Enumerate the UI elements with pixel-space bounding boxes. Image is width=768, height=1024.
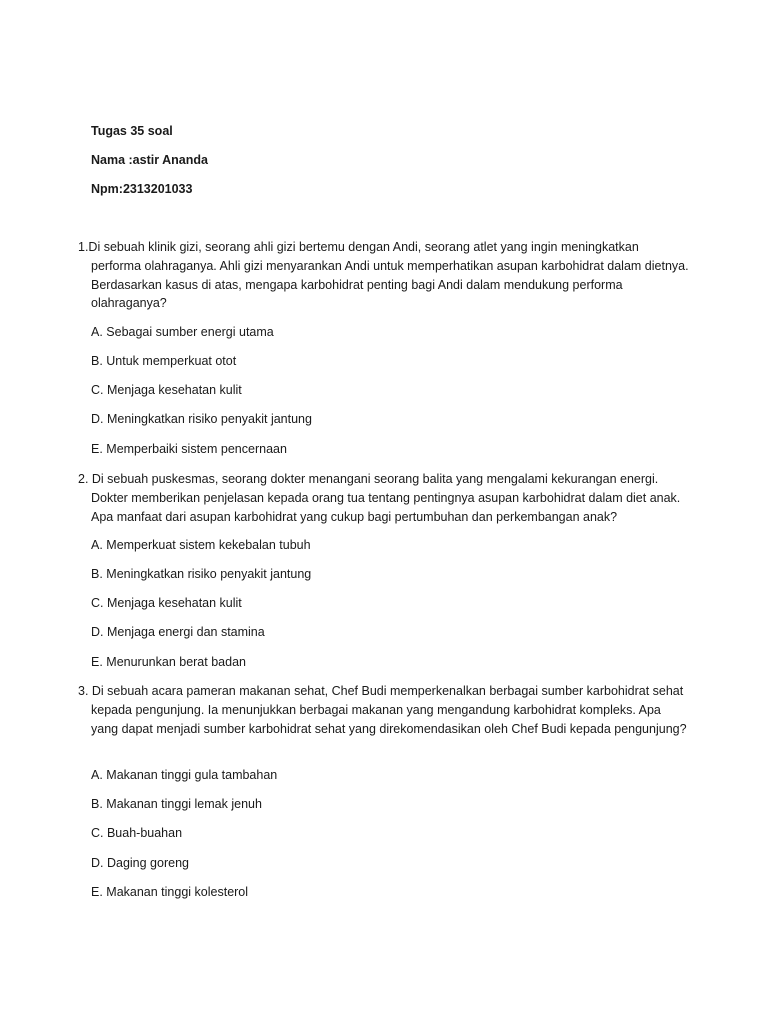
question-3-option-e: E. Makanan tinggi kolesterol [91,885,249,899]
question-2-option-c: C. Menjaga kesehatan kulit [91,596,242,610]
question-1-text: 1.Di sebuah klinik gizi, seorang ahli gizi bertemu dengan Andi, seorang atlet yang ingin meningkatkan performa olahraganya. Ahli gizi menyarankan Andi untuk memperhatikan asupan karbohidrat dalam dietnya. Berdasarkan kasus di atas, mengapa karbohidrat penting bagi Andi dalam mendukung performa olahraganya? [78,240,689,311]
question-3-text: 3. Di sebuah acara pameran makanan sehat, Chef Budi memperkenalkan berbagai sumber karbohidrat sehat kepada pengunjung. Ia menunjukkan berbagai makanan yang mengandung karbohidrat kompleks. Apa yang dapat menjadi sumber karbohidrat sehat yang direkomendasikan oleh Chef Budi kepada pengunjung? [78,684,687,736]
student-name: Nama :astir Ananda [91,153,208,167]
question-1-option-d: D. Meningkatkan risiko penyakit jantung [91,412,312,426]
question-2-option-e: E. Menurunkan berat badan [91,655,246,669]
question-1-option-e: E. Memperbaiki sistem pencernaan [91,442,287,456]
assignment-title: Tugas 35 soal [91,124,173,138]
question-2-text: 2. Di sebuah puskesmas, seorang dokter menangani seorang balita yang mengalami kekurangan energi. Dokter memberikan penjelasan kepada orang tua tentang pentingnya asupan karbohidrat dalam diet anak. Apa manfaat dari asupan karbohidrat yang cukup bagi pertumbuhan dan perkembangan anak? [78,472,681,524]
question-2-option-a: A. Memperkuat sistem kekebalan tubuh [91,538,311,552]
question-2-option-d: D. Menjaga energi dan stamina [91,625,265,639]
question-1-option-b: B. Untuk memperkuat otot [91,354,237,368]
question-3-option-a: A. Makanan tinggi gula tambahan [91,768,278,782]
question-1-option-a: A. Sebagai sumber energi utama [91,325,274,339]
question-3-option-d: D. Daging goreng [91,856,189,870]
question-1-option-c: C. Menjaga kesehatan kulit [91,383,242,397]
question-2-option-b: B. Meningkatkan risiko penyakit jantung [91,567,312,581]
question-3-option-b: B. Makanan tinggi lemak jenuh [91,797,262,811]
student-npm: Npm:2313201033 [91,182,193,196]
question-3-option-c: C. Buah-buahan [91,826,183,840]
